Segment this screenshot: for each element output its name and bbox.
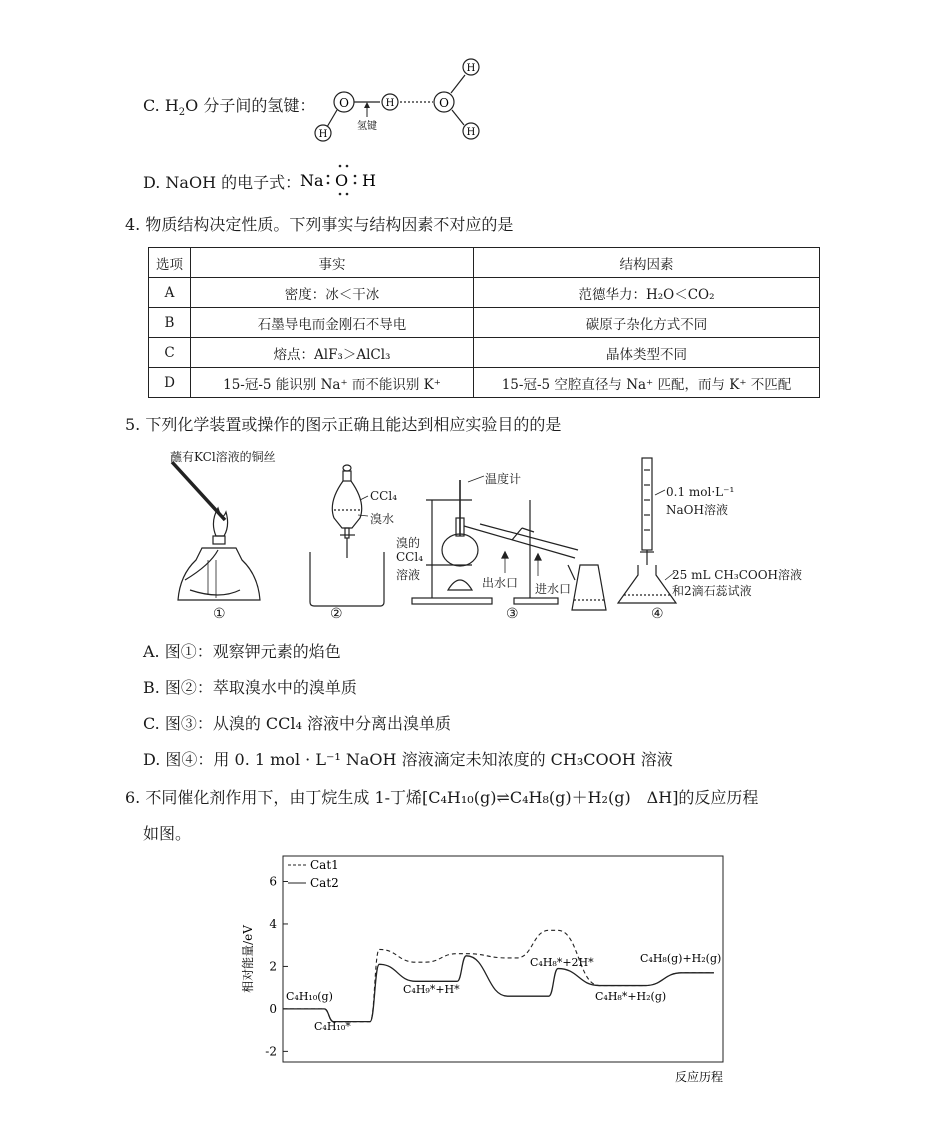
fig1-number: ① [213, 606, 226, 622]
fig2-water-label: 溴水 [370, 512, 395, 526]
cell-opt: A [149, 278, 191, 308]
table-header-row [149, 248, 820, 278]
annotation-c4h8-h2: C₄H₈*+H₂(g) [595, 990, 667, 1003]
atom-h-4: H [466, 127, 476, 138]
annotation-c4h8-2h: C₄H₈*+2H* [530, 956, 594, 969]
y-axis-label: 相对能量/eV [241, 925, 255, 993]
fig1-label: 蘸有KCl溶液的铜丝 [170, 450, 276, 464]
y-tick-label: -2 [265, 1044, 277, 1059]
q3-c-prefix: C. H [143, 96, 179, 115]
fig4-sample-label-2: 和2滴石蕊试液 [672, 584, 752, 598]
fig3-solution-label-1: 溴的 [396, 536, 421, 550]
cell-fact: 15-冠-5 能识别 Na⁺ 而不能识别 K⁺ [191, 368, 474, 398]
legend-cat1: Cat1 [310, 858, 339, 872]
q6-stem-line-1: 6. 不同催化剂作用下，由丁烷生成 1-丁烯[C₄H₁₀(g)⇌C₄H₈(g)＋H₂(g) ΔH]的反应历程 [125, 788, 759, 807]
energy-profile-chart [238, 848, 738, 1088]
legend-cat2: Cat2 [310, 876, 339, 890]
table-row [149, 278, 820, 308]
q3-d-text: D. NaOH 的电子式： [143, 173, 302, 192]
atom-h-3: H [466, 63, 476, 74]
cell-opt: B [149, 308, 191, 338]
q4-table [148, 247, 820, 398]
table-row [149, 338, 820, 368]
y-tick-label: 0 [269, 1001, 277, 1016]
hbond-label: 氢键 [357, 121, 377, 132]
fig1-alcohol-lamp [172, 462, 260, 600]
fig4-titrant-label-2: NaOH溶液 [666, 503, 728, 517]
cell-fact: 熔点：AlF₃＞AlCl₃ [191, 338, 474, 368]
fig3-solution-label-2: CCl₄ [396, 550, 424, 564]
table-row [149, 308, 820, 338]
header-fact: 事实 [191, 248, 474, 278]
cell-fact: 密度：冰＜干冰 [191, 278, 474, 308]
atom-h-2: H [318, 129, 328, 140]
fig2-ccl4-label: CCl₄ [370, 489, 398, 503]
fig3-thermometer-label: 温度计 [485, 472, 522, 486]
annotation-c4h8-g-h2: C₄H₈(g)+H₂(g) [640, 952, 722, 965]
cell-fact: 石墨导电而金刚石不导电 [191, 308, 474, 338]
atom-h-1: H [385, 98, 395, 109]
fig2-number: ② [330, 606, 343, 622]
y-tick-label: 2 [269, 959, 277, 974]
q5-option-d: D. 图④：用 0. 1 mol · L⁻¹ NaOH 溶液滴定未知浓度的 CH₃COOH 溶液 [143, 750, 673, 769]
naoh-electron-formula [298, 160, 388, 198]
cell-factor: 碳原子杂化方式不同 [474, 308, 820, 338]
q5-option-c: C. 图③：从溴的 CCl₄ 溶液中分离出溴单质 [143, 714, 452, 733]
h-symbol: H [362, 171, 376, 190]
series-cat2-line [283, 956, 714, 1022]
header-option: 选项 [149, 248, 191, 278]
na-symbol: Na [300, 171, 324, 190]
q5-option-a: A. 图①：观察钾元素的焰色 [143, 642, 341, 661]
q4-stem: 4. 物质结构决定性质。下列事实与结构因素不对应的是 [125, 215, 514, 234]
q5-option-b: B. 图②：萃取溴水中的溴单质 [143, 678, 357, 697]
fig4-number: ④ [651, 606, 664, 622]
q3-option-c [143, 93, 315, 118]
y-tick-label: 6 [269, 874, 277, 889]
cell-factor: 晶体类型不同 [474, 338, 820, 368]
annotation-c4h10-ads: C₄H₁₀* [314, 1020, 351, 1033]
q5-apparatus-figure [150, 440, 830, 630]
atom-o-1: O [339, 96, 349, 110]
fig4-sample-label-1: 25 mL CH₃COOH溶液 [672, 568, 803, 582]
q6-stem-line-2: 如图。 [143, 824, 192, 843]
fig4-titration [618, 458, 676, 603]
annotation-c4h10-g: C₄H₁₀(g) [286, 990, 333, 1003]
y-tick-label: 4 [269, 916, 277, 931]
q3-c-suffix: O 分子间的氢键： [185, 96, 316, 115]
cell-factor: 范德华力：H₂O＜CO₂ [474, 278, 820, 308]
series-cat1-line [283, 930, 714, 1021]
atom-o-2: O [439, 96, 449, 110]
fig3-solution-label-3: 溶液 [396, 568, 421, 582]
fig4-titrant-label-1: 0.1 mol·L⁻¹ [666, 485, 735, 499]
q3-option-d [143, 170, 301, 193]
q3-c-sub: 2 [178, 107, 186, 119]
table-row [149, 368, 820, 398]
fig2-separatory-funnel [310, 465, 384, 606]
o-symbol: O [335, 171, 349, 190]
x-axis-label: 反应历程 [674, 1070, 723, 1084]
q5-stem: 5. 下列化学装置或操作的图示正确且能达到相应实验目的的是 [125, 415, 562, 434]
annotation-c4h9-h: C₄H₉*+H* [403, 983, 460, 996]
hbond-diagram [305, 55, 505, 147]
cell-opt: C [149, 338, 191, 368]
fig3-water-outlet-label: 出水口 [482, 576, 519, 590]
fig3-number: ③ [506, 606, 519, 622]
cell-opt: D [149, 368, 191, 398]
fig3-water-inlet-label: 进水口 [535, 582, 572, 596]
header-factor: 结构因素 [474, 248, 820, 278]
cell-factor: 15-冠-5 空腔直径与 Na⁺ 匹配，而与 K⁺ 不匹配 [474, 368, 820, 398]
